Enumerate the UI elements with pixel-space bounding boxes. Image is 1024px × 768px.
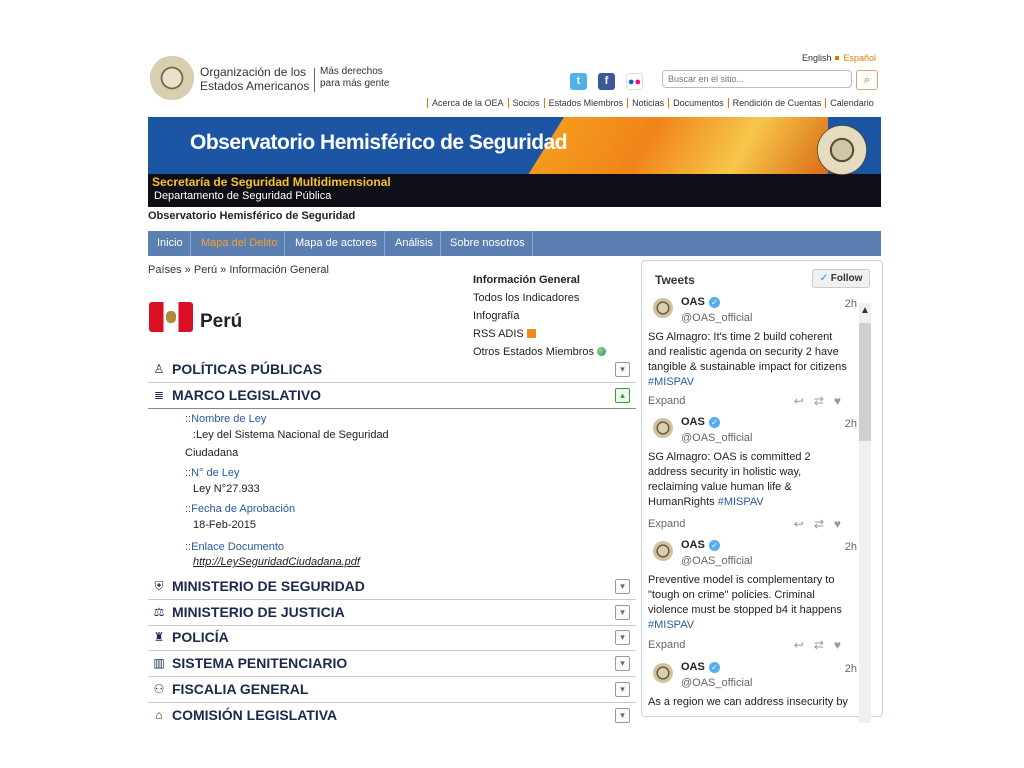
avatar[interactable] bbox=[653, 541, 673, 561]
section-comision-legislativa[interactable] bbox=[148, 703, 636, 723]
like-icon[interactable]: ♥ bbox=[833, 394, 851, 408]
nav-mapa-del-delito[interactable]: Mapa del Delito bbox=[194, 231, 285, 256]
tweet-handle[interactable]: @OAS_official bbox=[681, 312, 753, 324]
logo-divider bbox=[314, 68, 315, 92]
org-name-line2: Estados Americanos bbox=[200, 79, 310, 93]
section-sistema-penitenciario[interactable] bbox=[148, 651, 636, 677]
people-icon: ⚇ bbox=[153, 682, 165, 696]
tweet-time[interactable]: 2h bbox=[844, 541, 857, 553]
tweet-handle[interactable]: @OAS_official bbox=[681, 677, 753, 689]
section-politicas-publicas[interactable] bbox=[148, 357, 636, 383]
tweets-scrollbar-thumb[interactable] bbox=[859, 323, 871, 441]
site-subtitle: Observatorio Hemisférico de Seguridad bbox=[148, 210, 356, 222]
tweet-body: Preventive model is complementary to "tough on crime" policies. Criminal violence must be stopped b4 it happens bbox=[648, 574, 842, 616]
avatar[interactable] bbox=[653, 418, 673, 438]
nav-analisis[interactable]: Análisis bbox=[388, 231, 441, 256]
law-name-value: :Ley del Sistema Nacional de Seguridad bbox=[193, 429, 389, 441]
topnav-item[interactable]: Acerca de la OEA bbox=[427, 98, 508, 108]
slogan-line2: para más gente bbox=[320, 78, 390, 89]
scales-icon: ⚖ bbox=[153, 605, 165, 619]
peru-flag-icon bbox=[149, 302, 193, 332]
hashtag-link[interactable]: #MISPAV bbox=[648, 376, 695, 388]
tweet-actions bbox=[794, 517, 851, 531]
expand-link[interactable]: Expand bbox=[648, 395, 686, 407]
section-label: MARCO LEGISLATIVO bbox=[172, 387, 322, 403]
banner-title: Observatorio Hemisférico de Seguridad bbox=[190, 131, 568, 154]
link-todos-indicadores[interactable]: Todos los Indicadores bbox=[473, 292, 580, 304]
lang-spanish-link[interactable]: Español bbox=[843, 53, 876, 63]
section-policia[interactable] bbox=[148, 625, 636, 651]
flickr-icon[interactable]: ●● bbox=[626, 73, 643, 90]
follow-button[interactable] bbox=[812, 269, 870, 288]
tweet-body: As a region we can address insecurity by bbox=[648, 696, 848, 708]
reply-icon[interactable]: ↩ bbox=[793, 638, 814, 652]
building-icon: ⌂ bbox=[155, 708, 163, 722]
twitter-icon[interactable]: t bbox=[570, 73, 587, 90]
section-label: FISCALIA GENERAL bbox=[172, 681, 309, 697]
language-switcher bbox=[802, 53, 876, 63]
shield-icon: ⛨ bbox=[154, 579, 164, 593]
org-slogan bbox=[320, 66, 390, 90]
section-label: MINISTERIO DE SEGURIDAD bbox=[172, 578, 365, 594]
facebook-icon[interactable]: f bbox=[598, 73, 615, 90]
verified-icon: ✓ bbox=[709, 662, 720, 673]
globe-icon bbox=[597, 347, 606, 356]
like-icon[interactable]: ♥ bbox=[833, 638, 851, 652]
section-marco-legislativo[interactable] bbox=[148, 383, 636, 409]
tweet-item bbox=[647, 661, 857, 721]
section-label: MINISTERIO DE JUSTICIA bbox=[172, 604, 345, 620]
section-label: COMISIÓN LEGISLATIVA bbox=[172, 707, 338, 723]
follow-label: Follow bbox=[830, 273, 863, 284]
reply-icon[interactable]: ↩ bbox=[793, 394, 814, 408]
topnav-item[interactable]: Documentos bbox=[668, 98, 728, 108]
twitter-bird-icon: ✓ bbox=[819, 273, 828, 284]
topnav-item[interactable]: Socios bbox=[508, 98, 544, 108]
oas-logo-seal[interactable] bbox=[150, 56, 194, 100]
rss-icon bbox=[527, 329, 536, 338]
hashtag-link[interactable]: #MISPAV bbox=[648, 619, 695, 631]
flag-emblem bbox=[166, 311, 176, 323]
tweet-actions bbox=[794, 394, 851, 408]
law-document-link[interactable]: http://LeySeguridadCiudadana.pdf bbox=[193, 556, 360, 568]
retweet-icon[interactable]: ⇄ bbox=[813, 517, 834, 531]
tweet-time[interactable]: 2h bbox=[844, 298, 857, 310]
expand-toggle-icon[interactable]: ▾ bbox=[615, 605, 630, 620]
main-nav bbox=[148, 231, 881, 256]
avatar[interactable] bbox=[653, 663, 673, 683]
twitter-widget bbox=[641, 260, 883, 717]
banner bbox=[148, 117, 881, 207]
podium-icon: ♙ bbox=[153, 362, 165, 376]
avatar[interactable] bbox=[653, 298, 673, 318]
tweet-author-name[interactable]: OAS bbox=[681, 661, 705, 673]
otros-estados-label: Otros Estados Miembros bbox=[473, 346, 595, 358]
search-input[interactable] bbox=[662, 70, 852, 88]
link-rss-adis[interactable] bbox=[473, 325, 606, 343]
expand-link[interactable]: Expand bbox=[648, 639, 686, 651]
lang-english-link[interactable]: English bbox=[801, 53, 832, 63]
expand-toggle-icon[interactable]: ▾ bbox=[615, 656, 630, 671]
tweet-time[interactable]: 2h bbox=[844, 663, 857, 675]
tweet-text bbox=[648, 695, 848, 710]
retweet-icon[interactable]: ⇄ bbox=[813, 394, 834, 408]
tweet-body: SG Almagro: OAS is committed 2 address security in holistic way, reclaiming value human life & HumanRights bbox=[648, 451, 811, 508]
page-title: Perú bbox=[200, 311, 243, 332]
link-informacion-general[interactable]: Información General bbox=[473, 274, 580, 286]
reply-icon[interactable]: ↩ bbox=[793, 517, 814, 531]
section-label: SISTEMA PENITENCIARIO bbox=[172, 655, 348, 671]
topnav-item[interactable]: Noticias bbox=[627, 98, 668, 108]
link-infografia[interactable]: Infografía bbox=[473, 310, 520, 322]
expand-toggle-icon[interactable]: ▾ bbox=[615, 708, 630, 723]
law-date-value: 18-Feb-2015 bbox=[193, 519, 256, 531]
retweet-icon[interactable]: ⇄ bbox=[813, 638, 834, 652]
tweet-text bbox=[648, 330, 848, 390]
section-ministerio-justicia[interactable] bbox=[148, 600, 636, 626]
tweet-item bbox=[647, 539, 857, 654]
topnav-item[interactable]: Rendición de Cuentas bbox=[728, 98, 826, 108]
verified-icon: ✓ bbox=[709, 417, 720, 428]
nav-inicio[interactable]: Inicio bbox=[150, 231, 191, 256]
police-icon: ♜ bbox=[153, 630, 165, 644]
search-button[interactable] bbox=[856, 70, 878, 90]
search-icon: ⌕ bbox=[863, 74, 871, 86]
banner-seal-icon bbox=[817, 125, 867, 175]
top-nav bbox=[427, 98, 878, 108]
topnav-item[interactable]: Calendario bbox=[825, 98, 878, 108]
rss-adis-label: RSS ADIS bbox=[473, 328, 524, 340]
tweet-text bbox=[648, 450, 848, 510]
tweet-handle[interactable]: @OAS_official bbox=[681, 432, 753, 444]
country-side-links bbox=[473, 271, 606, 361]
law-number-value: Ley N°27.933 bbox=[193, 483, 260, 495]
hashtag-link[interactable]: #MISPAV bbox=[717, 496, 764, 508]
law-number-label: ::N° de Ley bbox=[185, 467, 240, 479]
tweet-body: SG Almagro: It's time 2 build coherent and realistic agenda on security 2 have tangible & sustainable impact for citizens bbox=[648, 331, 847, 373]
banner-map-graphic bbox=[528, 117, 828, 175]
banner-subtitle-secretaria: Secretaría de Seguridad Multidimensional bbox=[152, 175, 391, 189]
law-date-label: ::Fecha de Aprobación bbox=[185, 503, 296, 515]
section-label: POLÍTICAS PÚBLICAS bbox=[172, 361, 323, 377]
nav-mapa-de-actores[interactable]: Mapa de actores bbox=[288, 231, 385, 256]
collapse-toggle-icon[interactable]: ▴ bbox=[615, 388, 630, 403]
section-ministerio-seguridad[interactable] bbox=[148, 574, 636, 600]
books-icon: ≣ bbox=[153, 388, 165, 402]
section-label: POLICÍA bbox=[172, 629, 229, 645]
nav-sobre-nosotros[interactable]: Sobre nosotros bbox=[443, 231, 533, 256]
tweet-actions bbox=[794, 638, 851, 652]
breadcrumb: Países » Perú » Información General bbox=[148, 264, 329, 276]
tweet-author-name[interactable]: OAS bbox=[681, 416, 705, 428]
expand-link[interactable]: Expand bbox=[648, 518, 686, 530]
tweet-item bbox=[647, 416, 857, 534]
tweet-text bbox=[648, 573, 848, 633]
tweet-author-name[interactable]: OAS bbox=[681, 296, 705, 308]
slogan-line1: Más derechos bbox=[320, 66, 383, 77]
expand-toggle-icon[interactable]: ▾ bbox=[615, 630, 630, 645]
tweet-handle[interactable]: @OAS_official bbox=[681, 555, 753, 567]
tweets-title: Tweets bbox=[655, 273, 695, 287]
law-link-label: ::Enlace Documento bbox=[185, 541, 285, 553]
expand-toggle-icon[interactable]: ▾ bbox=[615, 362, 630, 377]
verified-icon: ✓ bbox=[709, 297, 720, 308]
tweet-author-name[interactable]: OAS bbox=[681, 539, 705, 551]
expand-toggle-icon[interactable]: ▾ bbox=[615, 682, 630, 697]
lang-separator bbox=[835, 56, 839, 60]
scroll-up-icon[interactable]: ▲ bbox=[860, 305, 870, 316]
tweet-time[interactable]: 2h bbox=[844, 418, 857, 430]
law-name-label: ::Nombre de Ley bbox=[185, 413, 267, 425]
law-name-value-cont: Ciudadana bbox=[185, 447, 239, 459]
prison-icon: ▥ bbox=[153, 656, 165, 670]
verified-icon: ✓ bbox=[709, 540, 720, 551]
section-fiscalia-general[interactable] bbox=[148, 677, 636, 703]
like-icon[interactable]: ♥ bbox=[833, 517, 851, 531]
expand-toggle-icon[interactable]: ▾ bbox=[615, 579, 630, 594]
tweet-item bbox=[647, 296, 857, 411]
topnav-item[interactable]: Estados Miembros bbox=[544, 98, 628, 108]
org-name-line1: Organización de los bbox=[200, 65, 307, 79]
banner-subtitle-departamento: Departamento de Seguridad Pública bbox=[154, 190, 332, 202]
org-name bbox=[200, 65, 309, 93]
